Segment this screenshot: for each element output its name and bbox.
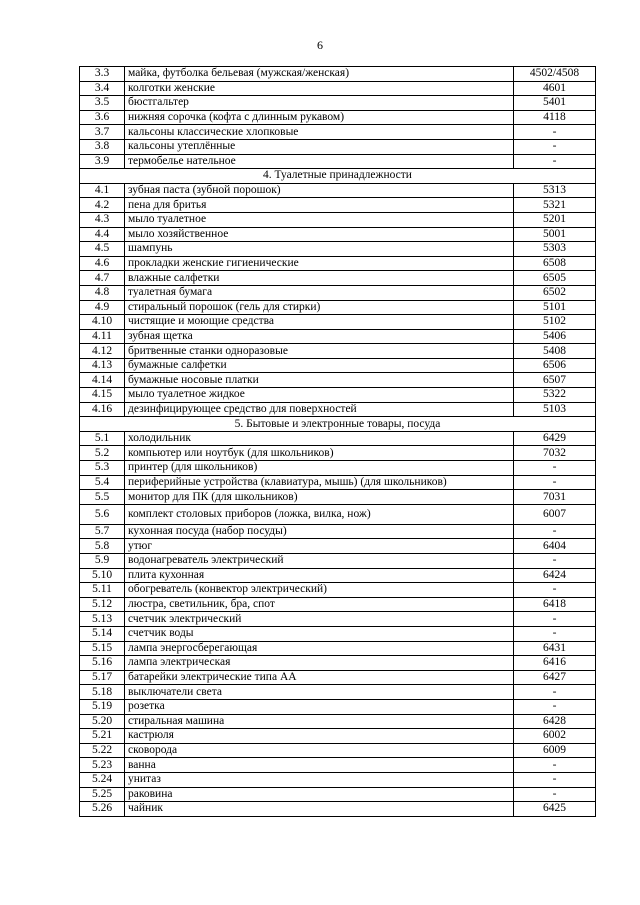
table-row bbox=[80, 524, 596, 539]
item-name: прокладки женские гигиенические bbox=[125, 256, 514, 271]
item-name: счетчик электрический bbox=[125, 612, 514, 627]
item-number: 5.10 bbox=[80, 568, 125, 583]
item-number: 4.9 bbox=[80, 300, 125, 315]
item-code: - bbox=[514, 461, 596, 476]
table-row bbox=[80, 110, 596, 125]
item-name: батарейки электрические типа АА bbox=[125, 670, 514, 685]
item-name: бюстгальтер bbox=[125, 96, 514, 111]
table-row bbox=[80, 714, 596, 729]
item-name: стиральная машина bbox=[125, 714, 514, 729]
item-number: 4.14 bbox=[80, 373, 125, 388]
item-number: 4.10 bbox=[80, 315, 125, 330]
item-name: термобелье нательное bbox=[125, 154, 514, 169]
table-row bbox=[80, 670, 596, 685]
item-name: раковина bbox=[125, 787, 514, 802]
table-row bbox=[80, 256, 596, 271]
table-row bbox=[80, 475, 596, 490]
item-number: 3.5 bbox=[80, 96, 125, 111]
table-row bbox=[80, 183, 596, 198]
item-number: 5.15 bbox=[80, 641, 125, 656]
item-code: 5321 bbox=[514, 198, 596, 213]
item-code: - bbox=[514, 612, 596, 627]
item-code: 6427 bbox=[514, 670, 596, 685]
item-code: 4502/4508 bbox=[514, 67, 596, 82]
item-number: 4.2 bbox=[80, 198, 125, 213]
item-code: - bbox=[514, 554, 596, 569]
item-code: 5322 bbox=[514, 388, 596, 403]
item-name: розетка bbox=[125, 699, 514, 714]
item-code: 5102 bbox=[514, 315, 596, 330]
table-row bbox=[80, 242, 596, 257]
item-name: комплект столовых приборов (ложка, вилка, нож) bbox=[125, 504, 514, 524]
table-row bbox=[80, 729, 596, 744]
item-code: 6009 bbox=[514, 743, 596, 758]
item-code: - bbox=[514, 139, 596, 154]
item-name: чистящие и моющие средства bbox=[125, 315, 514, 330]
item-code: 6425 bbox=[514, 802, 596, 817]
item-name: плита кухонная bbox=[125, 568, 514, 583]
item-name: бумажные салфетки bbox=[125, 358, 514, 373]
item-number: 4.5 bbox=[80, 242, 125, 257]
item-name: зубная щетка bbox=[125, 329, 514, 344]
table-row bbox=[80, 125, 596, 140]
item-number: 4.7 bbox=[80, 271, 125, 286]
item-code: 5103 bbox=[514, 402, 596, 417]
item-number: 5.5 bbox=[80, 490, 125, 505]
item-number: 4.3 bbox=[80, 212, 125, 227]
item-number: 3.9 bbox=[80, 154, 125, 169]
item-number: 4.12 bbox=[80, 344, 125, 359]
item-code: 7031 bbox=[514, 490, 596, 505]
item-number: 5.20 bbox=[80, 714, 125, 729]
item-number: 3.6 bbox=[80, 110, 125, 125]
table-row bbox=[80, 490, 596, 505]
item-code: - bbox=[514, 583, 596, 598]
item-code: 6002 bbox=[514, 729, 596, 744]
item-code: 6418 bbox=[514, 597, 596, 612]
item-name: туалетная бумага bbox=[125, 285, 514, 300]
table-row bbox=[80, 583, 596, 598]
item-name: лампа электрическая bbox=[125, 656, 514, 671]
item-name: сковорода bbox=[125, 743, 514, 758]
table-row bbox=[80, 431, 596, 446]
item-name: холодильник bbox=[125, 431, 514, 446]
item-code: - bbox=[514, 475, 596, 490]
item-name: монитор для ПК (для школьников) bbox=[125, 490, 514, 505]
item-code: 6507 bbox=[514, 373, 596, 388]
item-code: 6506 bbox=[514, 358, 596, 373]
item-number: 4.13 bbox=[80, 358, 125, 373]
table-row bbox=[80, 198, 596, 213]
item-name: кальсоны классические хлопковые bbox=[125, 125, 514, 140]
item-code: 5401 bbox=[514, 96, 596, 111]
item-code: 6505 bbox=[514, 271, 596, 286]
item-name: колготки женские bbox=[125, 81, 514, 96]
item-number: 5.9 bbox=[80, 554, 125, 569]
item-number: 3.3 bbox=[80, 67, 125, 82]
item-code: - bbox=[514, 626, 596, 641]
table-row bbox=[80, 373, 596, 388]
item-name: выключатели света bbox=[125, 685, 514, 700]
table-row bbox=[80, 568, 596, 583]
item-name: кальсоны утеплённые bbox=[125, 139, 514, 154]
item-name: люстра, светильник, бра, спот bbox=[125, 597, 514, 612]
item-number: 3.8 bbox=[80, 139, 125, 154]
item-number: 4.15 bbox=[80, 388, 125, 403]
item-code: 4118 bbox=[514, 110, 596, 125]
item-number: 5.17 bbox=[80, 670, 125, 685]
section-header-row bbox=[80, 169, 596, 184]
item-name: майка, футболка бельевая (мужская/женская) bbox=[125, 67, 514, 82]
item-number: 5.22 bbox=[80, 743, 125, 758]
section-header: 5. Бытовые и электронные товары, посуда bbox=[80, 417, 596, 432]
item-number: 5.26 bbox=[80, 802, 125, 817]
item-code: - bbox=[514, 758, 596, 773]
item-name: стиральный порошок (гель для стирки) bbox=[125, 300, 514, 315]
item-number: 5.4 bbox=[80, 475, 125, 490]
item-name: периферийные устройства (клавиатура, мышь) (для школьников) bbox=[125, 475, 514, 490]
item-name: бритвенные станки одноразовые bbox=[125, 344, 514, 359]
table-row bbox=[80, 227, 596, 242]
table-row bbox=[80, 539, 596, 554]
table-row bbox=[80, 81, 596, 96]
table-row bbox=[80, 446, 596, 461]
table-row bbox=[80, 139, 596, 154]
item-number: 4.16 bbox=[80, 402, 125, 417]
item-name: обогреватель (конвектор электрический) bbox=[125, 583, 514, 598]
table-row bbox=[80, 743, 596, 758]
table-row bbox=[80, 554, 596, 569]
item-code: - bbox=[514, 787, 596, 802]
item-number: 5.6 bbox=[80, 504, 125, 524]
table-row bbox=[80, 315, 596, 330]
item-number: 5.7 bbox=[80, 524, 125, 539]
item-number: 5.18 bbox=[80, 685, 125, 700]
item-name: нижняя сорочка (кофта с длинным рукавом) bbox=[125, 110, 514, 125]
table-row bbox=[80, 402, 596, 417]
item-code: 6416 bbox=[514, 656, 596, 671]
item-name: бумажные носовые платки bbox=[125, 373, 514, 388]
item-code: 6428 bbox=[514, 714, 596, 729]
item-number: 3.7 bbox=[80, 125, 125, 140]
table-row bbox=[80, 787, 596, 802]
table-row bbox=[80, 802, 596, 817]
item-number: 5.16 bbox=[80, 656, 125, 671]
item-name: зубная паста (зубной порошок) bbox=[125, 183, 514, 198]
table-body bbox=[80, 67, 596, 817]
table-row bbox=[80, 504, 596, 524]
item-name: кухонная посуда (набор посуды) bbox=[125, 524, 514, 539]
table-row bbox=[80, 212, 596, 227]
table-row bbox=[80, 329, 596, 344]
item-name: мыло туалетное жидкое bbox=[125, 388, 514, 403]
table-row bbox=[80, 388, 596, 403]
goods-table bbox=[79, 66, 596, 817]
section-header: 4. Туалетные принадлежности bbox=[80, 169, 596, 184]
item-number: 5.13 bbox=[80, 612, 125, 627]
item-number: 5.25 bbox=[80, 787, 125, 802]
item-number: 5.23 bbox=[80, 758, 125, 773]
table-row bbox=[80, 300, 596, 315]
item-name: дезинфицирующее средство для поверхностей bbox=[125, 402, 514, 417]
item-code: 5101 bbox=[514, 300, 596, 315]
table-row bbox=[80, 699, 596, 714]
item-code: 5408 bbox=[514, 344, 596, 359]
item-code: 7032 bbox=[514, 446, 596, 461]
item-code: 6508 bbox=[514, 256, 596, 271]
page-number: 6 bbox=[317, 38, 323, 52]
item-name: мыло туалетное bbox=[125, 212, 514, 227]
item-code: - bbox=[514, 154, 596, 169]
table-row bbox=[80, 626, 596, 641]
item-number: 5.12 bbox=[80, 597, 125, 612]
item-number: 3.4 bbox=[80, 81, 125, 96]
item-code: - bbox=[514, 699, 596, 714]
table-row bbox=[80, 685, 596, 700]
item-code: 4601 bbox=[514, 81, 596, 96]
item-name: лампа энергосберегающая bbox=[125, 641, 514, 656]
item-code: - bbox=[514, 685, 596, 700]
item-name: ванна bbox=[125, 758, 514, 773]
table-row bbox=[80, 96, 596, 111]
item-code: 6431 bbox=[514, 641, 596, 656]
table-row bbox=[80, 758, 596, 773]
table-row bbox=[80, 461, 596, 476]
item-name: утюг bbox=[125, 539, 514, 554]
item-name: принтер (для школьников) bbox=[125, 461, 514, 476]
item-name: счетчик воды bbox=[125, 626, 514, 641]
item-number: 5.3 bbox=[80, 461, 125, 476]
item-number: 4.4 bbox=[80, 227, 125, 242]
item-code: - bbox=[514, 772, 596, 787]
table-row bbox=[80, 358, 596, 373]
item-number: 4.8 bbox=[80, 285, 125, 300]
item-number: 4.1 bbox=[80, 183, 125, 198]
item-number: 5.24 bbox=[80, 772, 125, 787]
item-code: 5313 bbox=[514, 183, 596, 198]
item-name: мыло хозяйственное bbox=[125, 227, 514, 242]
item-number: 5.14 bbox=[80, 626, 125, 641]
table-row bbox=[80, 772, 596, 787]
item-number: 4.6 bbox=[80, 256, 125, 271]
item-name: пена для бритья bbox=[125, 198, 514, 213]
item-name: унитаз bbox=[125, 772, 514, 787]
item-number: 5.21 bbox=[80, 729, 125, 744]
item-code: - bbox=[514, 125, 596, 140]
table-row bbox=[80, 612, 596, 627]
item-number: 5.8 bbox=[80, 539, 125, 554]
section-header-row bbox=[80, 417, 596, 432]
item-number: 4.11 bbox=[80, 329, 125, 344]
table-row bbox=[80, 344, 596, 359]
item-code: 6429 bbox=[514, 431, 596, 446]
item-number: 5.19 bbox=[80, 699, 125, 714]
table-row bbox=[80, 271, 596, 286]
item-number: 5.1 bbox=[80, 431, 125, 446]
table-row bbox=[80, 597, 596, 612]
item-code: 5001 bbox=[514, 227, 596, 242]
item-name: водонагреватель электрический bbox=[125, 554, 514, 569]
table-row bbox=[80, 67, 596, 82]
table-row bbox=[80, 285, 596, 300]
item-name: чайник bbox=[125, 802, 514, 817]
item-code: 6007 bbox=[514, 504, 596, 524]
item-code: 6404 bbox=[514, 539, 596, 554]
item-number: 5.2 bbox=[80, 446, 125, 461]
item-name: шампунь bbox=[125, 242, 514, 257]
table-row bbox=[80, 656, 596, 671]
item-code: 5406 bbox=[514, 329, 596, 344]
item-code: 6502 bbox=[514, 285, 596, 300]
table-row bbox=[80, 641, 596, 656]
item-code: - bbox=[514, 524, 596, 539]
item-name: компьютер или ноутбук (для школьников) bbox=[125, 446, 514, 461]
item-name: влажные салфетки bbox=[125, 271, 514, 286]
item-code: 5201 bbox=[514, 212, 596, 227]
item-number: 5.11 bbox=[80, 583, 125, 598]
item-name: кастрюля bbox=[125, 729, 514, 744]
item-code: 6424 bbox=[514, 568, 596, 583]
item-code: 5303 bbox=[514, 242, 596, 257]
table-row bbox=[80, 154, 596, 169]
